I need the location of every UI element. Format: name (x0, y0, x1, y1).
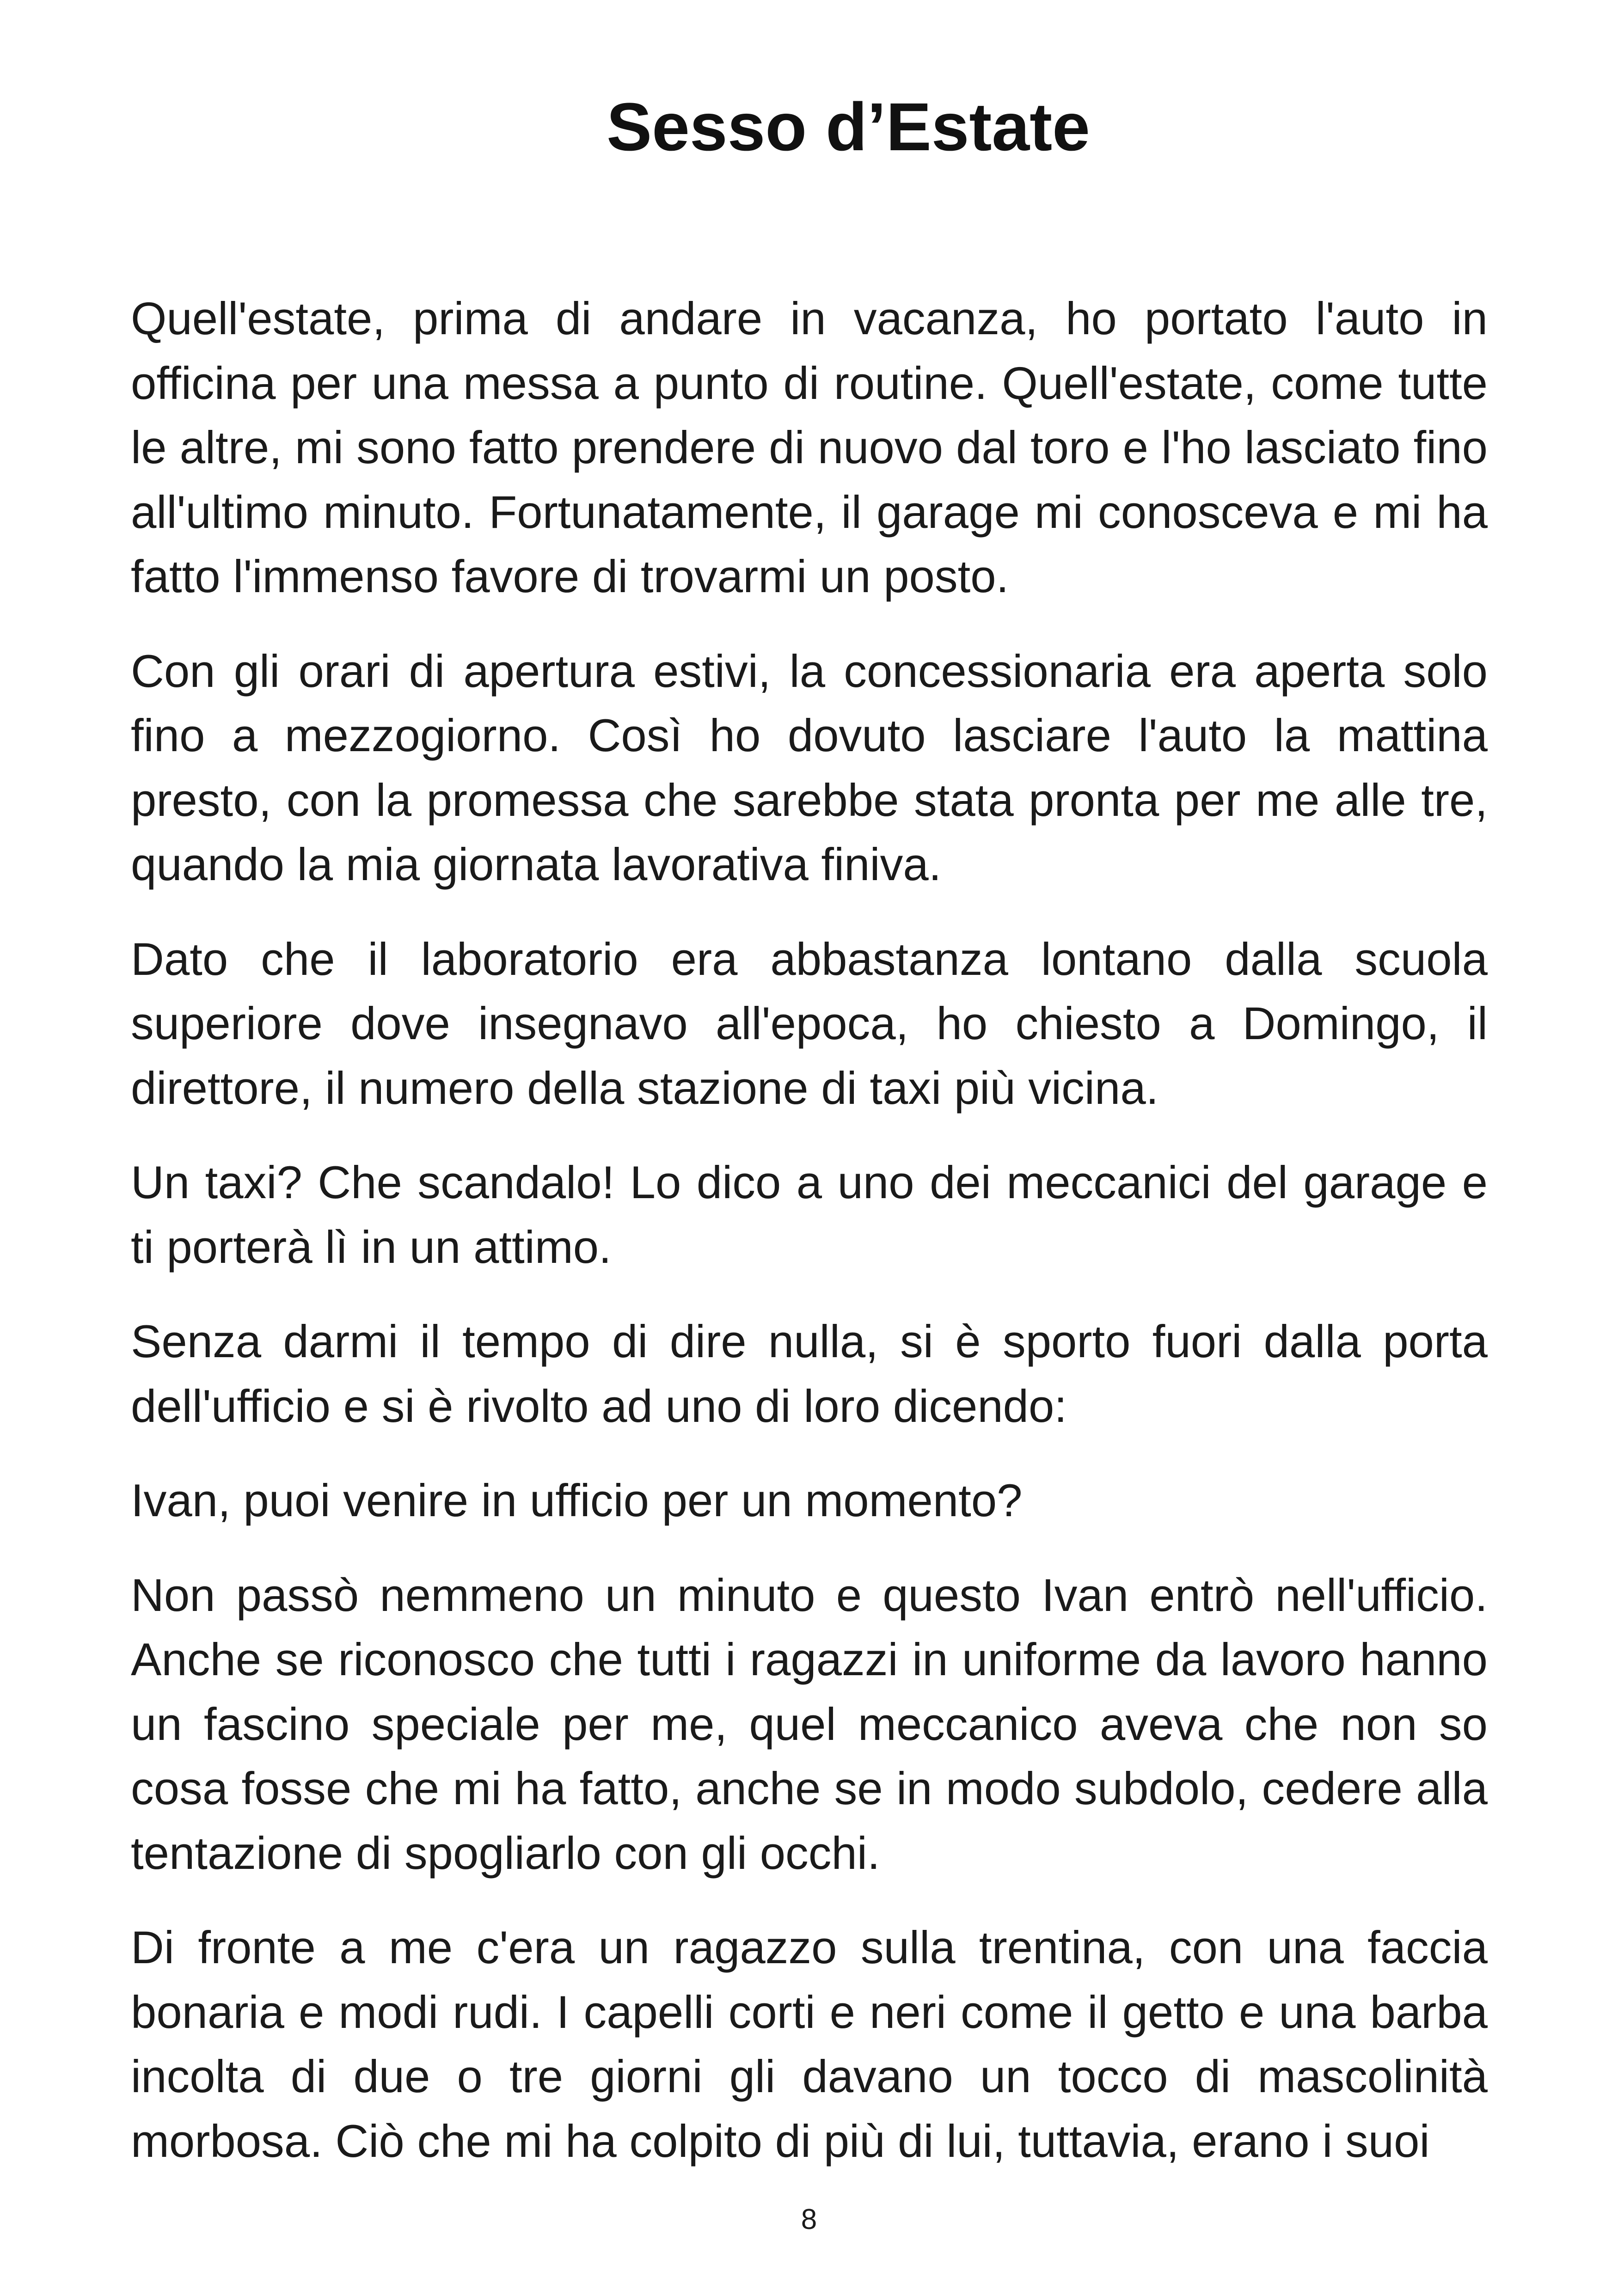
page-number: 8 (801, 2204, 817, 2235)
body-text (131, 287, 1488, 2204)
paragraph: Senza darmi il tempo di dire nulla, si è sporto fuori dalla porta dell'ufficio e si è rivolto ad uno di loro dicendo: (131, 1316, 1488, 1432)
paragraph: Non passò nemmeno un minuto e questo Ivan entrò nell'ufficio. Anche se riconosco che tutti i ragazzi in uniforme da lavoro hanno un fascino speciale per me, quel meccanico aveva che non so cosa fosse che mi ha fatto, anche se in modo subdolo, cedere alla tentazione di spogliarlo con gli occhi. (131, 1569, 1488, 1879)
paragraph: Con gli orari di apertura estivi, la concessionaria era aperta solo fino a mezzogiorno. Così ho dovuto lasciare l'auto la mattina presto, con la promessa che sarebbe stata pronta per me alle tre, quando la mia giornata lavorativa finiva. (131, 645, 1488, 890)
paragraph: Di fronte a me c'era un ragazzo sulla trentina, con una faccia bonaria e modi rudi. I capelli corti e neri come il getto e una barba incolta di due o tre giorni gli davano un tocco di mascolinità morbosa. Ciò che mi ha colpito di più di lui, tuttavia, erano i suoi (131, 1922, 1488, 2167)
paragraph: Dato che il laboratorio era abbastanza lontano dalla scuola superiore dove insegnavo all'epoca, ho chiesto a Domingo, il direttore, il numero della stazione di taxi più vicina. (131, 933, 1488, 1114)
chapter-title: Sesso d’Estate (607, 89, 1090, 165)
paragraph: Quell'estate, prima di andare in vacanza, ho portato l'auto in officina per una messa a punto di routine. Quell'estate, come tutte le altre, mi sono fatto prendere di nuovo dal toro e l'ho lasciato fino all'ultimo minuto. Fortunatamente, il garage mi conosceva e mi ha fatto l'immenso favore di trovarmi un posto. (131, 293, 1488, 602)
paragraph: Un taxi? Che scandalo! Lo dico a uno dei meccanici del garage e ti porterà lì in un attimo. (131, 1157, 1488, 1273)
paragraph: Ivan, puoi venire in ufficio per un momento? (131, 1475, 1023, 1526)
